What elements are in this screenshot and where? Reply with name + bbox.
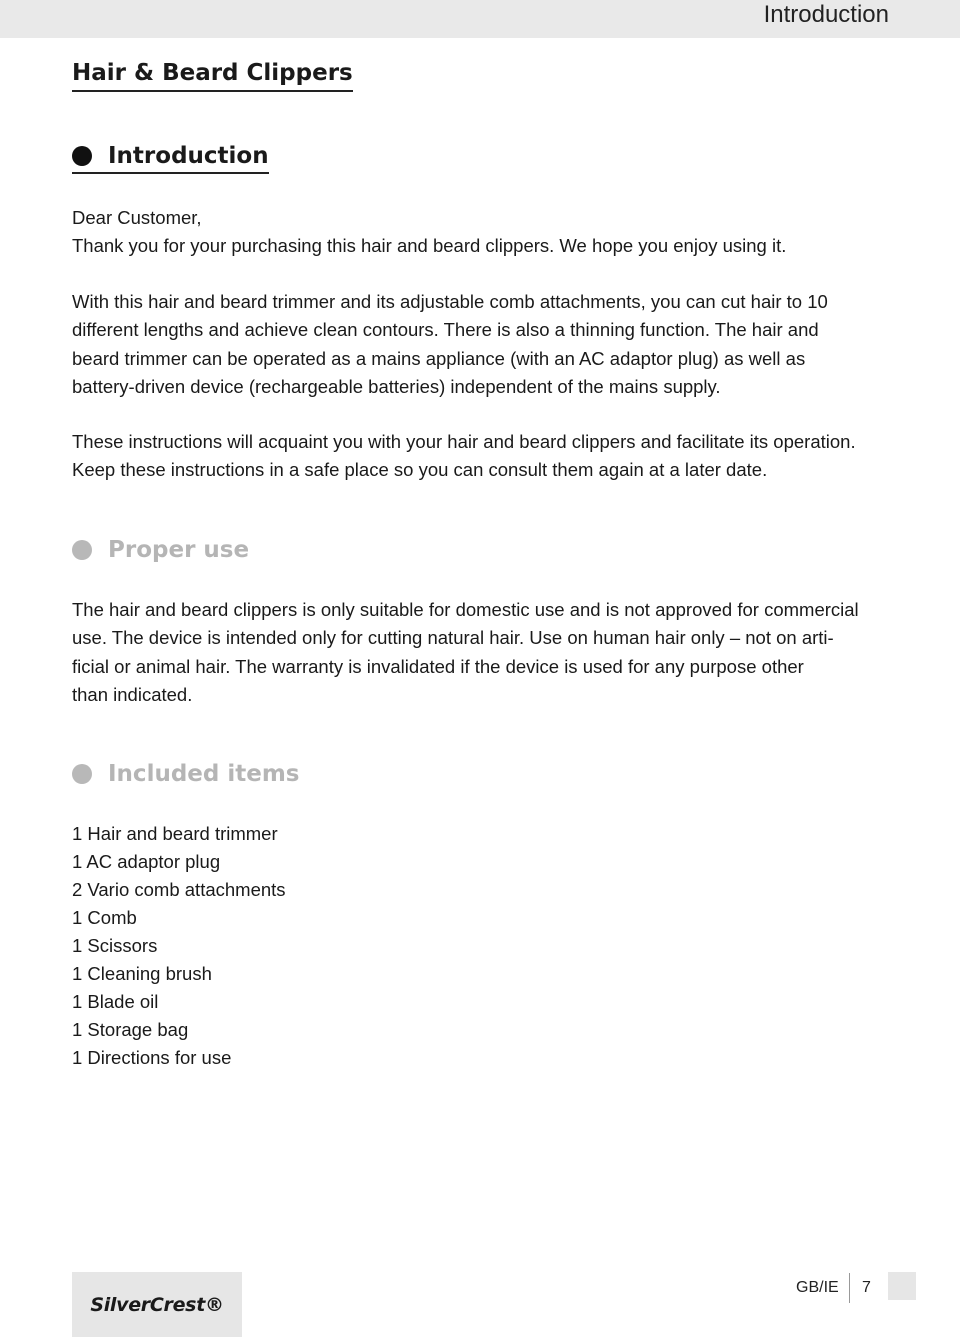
proper-use-paragraph: The hair and beard clippers is only suitable for domestic use and is not approved for commercial use. The device is intended only for cutting natural hair. Use on human hair only – not on arti- ficial or animal hair. The warranty is invalidated if the device is used for any purpose other than indicated. (72, 599, 859, 706)
intro-paragraph-2: With this hair and beard trimmer and its adjustable comb attachments, you can cut hair to 10 different lengths and achieve clean contours. There is also a thinning function. The hair and beard trimmer can be operated as a mains appliance (with an AC adaptor plug) as well as battery-driven device (rechargeable batteries) independent of the mains supply. (72, 291, 828, 398)
bullet-icon (72, 540, 92, 560)
list-item: 1 AC adaptor plug (72, 851, 221, 872)
heading-proper-use (72, 537, 249, 563)
footer-marker (888, 1272, 916, 1300)
footer-region: GB/IE (796, 1279, 839, 1296)
bullet-icon (72, 146, 92, 166)
heading-introduction-label: Introduction (108, 143, 269, 169)
brand-logo (72, 1272, 242, 1337)
list-item: 1 Cleaning brush (72, 963, 212, 984)
included-items-list (72, 820, 286, 1072)
list-item: 1 Hair and beard trimmer (72, 823, 278, 844)
footer-divider (849, 1273, 850, 1303)
list-item: 1 Comb (72, 907, 137, 928)
intro-paragraph-1: Dear Customer, Thank you for your purchasing this hair and beard clippers. We hope you enjoy using it. (72, 207, 787, 257)
page-title: Hair & Beard Clippers (72, 60, 353, 92)
list-item: 1 Storage bag (72, 1019, 189, 1040)
list-item: 1 Blade oil (72, 991, 159, 1012)
list-item: 1 Scissors (72, 935, 158, 956)
intro-paragraph-3: These instructions will acquaint you with your hair and beard clippers and facilitate its operation. Keep these instructions in a safe place so you can consult them again at a later date. (72, 431, 856, 481)
page-number: 7 (862, 1279, 871, 1296)
bullet-icon (72, 764, 92, 784)
heading-introduction (72, 143, 269, 174)
brand-logo-text: SilverCrest® (90, 1293, 224, 1316)
heading-proper-use-label: Proper use (108, 537, 250, 563)
list-item: 2 Vario comb attachments (72, 879, 286, 900)
list-item: 1 Directions for use (72, 1047, 232, 1068)
section-label: Introduction (763, 1, 889, 28)
heading-included-items-label: Included items (108, 761, 300, 787)
heading-included-items (72, 761, 300, 787)
